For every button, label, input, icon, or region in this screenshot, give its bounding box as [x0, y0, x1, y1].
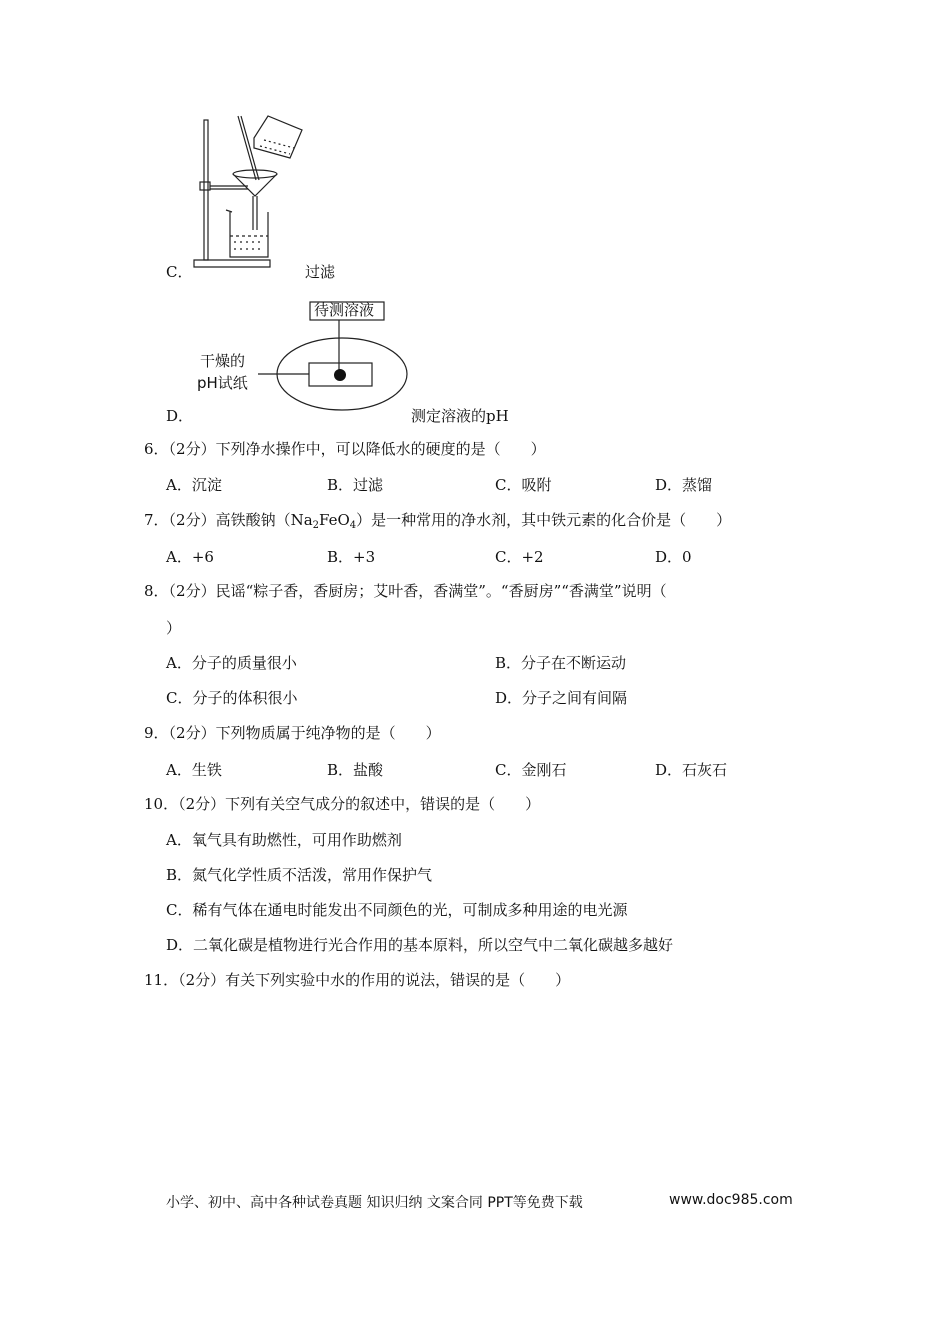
question-10-option-a: A．氧气具有助燃性，可用作助燃剂: [166, 831, 402, 849]
question-10-stem: 10．（2分）下列有关空气成分的叙述中，错误的是（ ）: [144, 795, 541, 813]
question-7-option-d: D．0: [655, 548, 692, 566]
option-d-caption: 测定溶液的pH: [411, 407, 509, 425]
question-9-stem: 9．（2分）下列物质属于纯净物的是（ ）: [144, 724, 441, 742]
question-10-option-d: D．二氧化碳是植物进行光合作用的基本原料，所以空气中二氧化碳越多越好: [166, 936, 674, 954]
question-8-option-a: A．分子的质量很小: [166, 654, 297, 672]
option-d-label: D．: [166, 407, 194, 425]
footer-text: 小学、初中、高中各种试卷真题 知识归纳 文案合同 PPT等免费下载: [166, 1195, 583, 1211]
option-c-label: C．: [166, 263, 193, 281]
question-6-option-b: B．过滤: [327, 476, 384, 494]
question-6-option-a: A．沉淀: [166, 476, 222, 494]
question-7-option-c: C．+2: [495, 548, 544, 566]
question-10-option-c: C．稀有气体在通电时能发出不同颜色的光，可制成多种用途的电光源: [166, 901, 628, 919]
question-7-stem-pre: 7．（2分）高铁酸钠（Na: [144, 511, 313, 529]
question-9-option-c: C．金刚石: [495, 761, 567, 779]
filtration-apparatus-drawing: [190, 112, 340, 270]
question-7-option-a: A．+6: [166, 548, 214, 566]
question-8-option-b: B．分子在不断运动: [495, 654, 627, 672]
question-9-option-b: B．盐酸: [327, 761, 384, 779]
question-7-subscript-2: 2: [312, 520, 320, 531]
ph-callout-paper-2: pH试纸: [197, 374, 248, 392]
question-9-option-d: D．石灰石: [655, 761, 728, 779]
question-7-stem: [144, 509, 731, 531]
question-8-stem: 8．（2分）民谣“粽子香，香厨房；艾叶香，香满堂”。“香厨房”“香满堂”说明（: [144, 582, 667, 600]
question-6-option-d: D．蒸馏: [655, 476, 713, 494]
question-7-stem-post: ）是一种常用的净水剂，其中铁元素的化合价是（ ）: [356, 511, 732, 529]
question-8-stem-continued: ）: [166, 619, 182, 637]
filtration-apparatus-figure: [190, 112, 340, 270]
question-7-stem-mid: FeO: [319, 511, 350, 529]
ph-callout-paper-1: 干燥的: [200, 352, 246, 370]
ph-callout-solution: 待测溶液: [314, 301, 375, 319]
question-6-stem: 6．（2分）下列净水操作中，可以降低水的硬度的是（ ）: [144, 440, 546, 458]
question-8-option-d: D．分子之间有间隔: [495, 689, 628, 707]
question-10-option-b: B．氮气化学性质不活泼，常用作保护气: [166, 866, 433, 884]
question-8-option-c: C．分子的体积很小: [166, 689, 298, 707]
question-11-stem: 11．（2分）有关下列实验中水的作用的说法，错误的是（ ）: [144, 971, 571, 989]
question-7-option-b: B．+3: [327, 548, 376, 566]
question-9-option-a: A．生铁: [166, 761, 222, 779]
option-c-caption: 过滤: [305, 263, 336, 281]
question-6-option-c: C．吸附: [495, 476, 552, 494]
question-7-subscript-4: 4: [349, 520, 357, 531]
footer-url[interactable]: www.doc985.com: [669, 1192, 793, 1208]
